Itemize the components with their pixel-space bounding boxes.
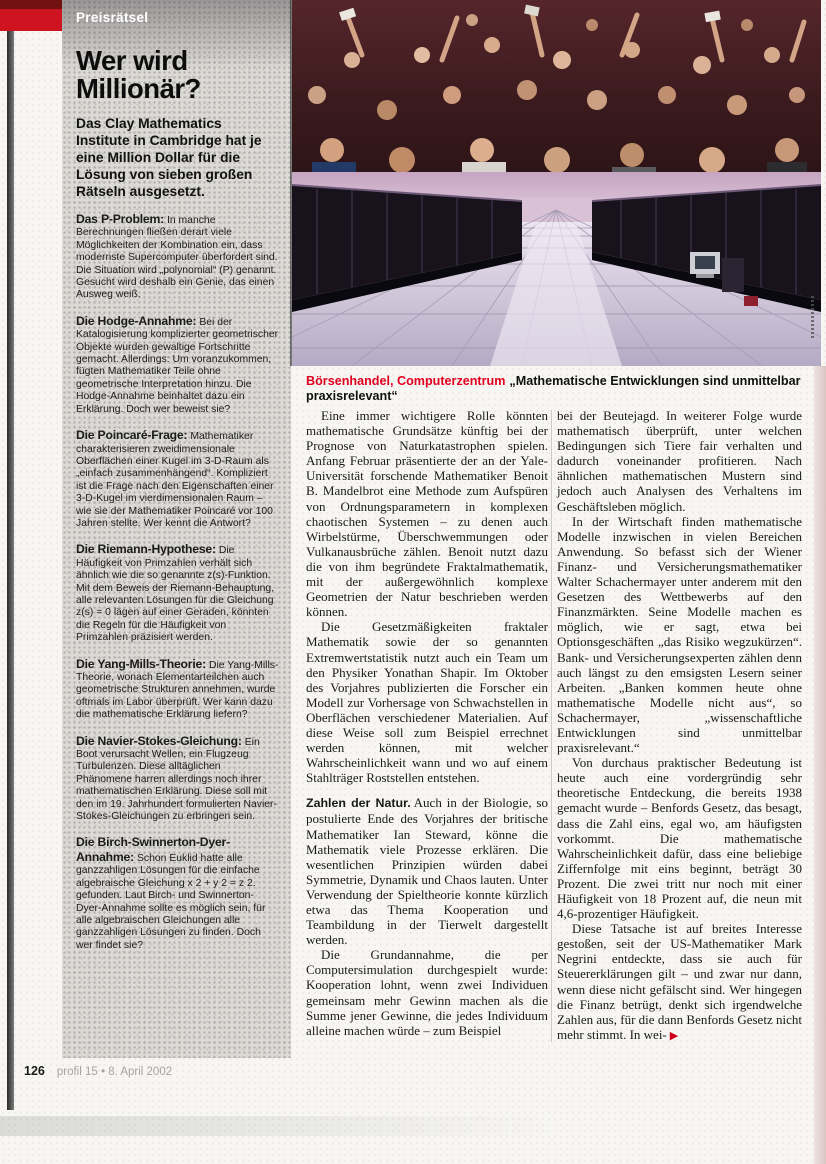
kicker-label: Preisrätsel — [76, 10, 149, 25]
paragraph: In der Wirtschaft finden mathematische Modelle inzwischen in vielen Bereichen Anwendung. So befasst sich der Wiener Finanz- und Versicherungsmathematiker Walter Schachermayer unter anderem mit den Gesetzen des Wettbewerbs auf den Finanzmärkten. Seine Modelle machen es möglich, wie er sagt, etwa bei Optionsgeschäften „das Risiko wegzukürzen“. Bank- und Versicherungsexperten zählen denn auch längst zu den emsigsten Lesern seiner Arbeiten. „Banken kommen heute ohne mathematische Modelle nicht aus“, so Schachermayer, „wissenschaftliche Entwicklungen sind unmittelbar praxisrelevant.“ — [557, 513, 802, 756]
photo-credit-strip — [811, 296, 814, 338]
book-edge — [814, 366, 826, 1164]
kicker-bar — [0, 0, 63, 31]
page-title: Wer wird Millionär? — [76, 45, 201, 104]
riddle-text: Die Häufigkeit von Primzahlen verhält sich ähnlich wie die so genannte z(s)-Funktion. Mit dem Beweis der Riemann-Behauptung, alle relevanten Lösungen für die Gleichung z(s) = 0 lägen auf einer Geraden, könnten die Regeln für die Häufigkeit von Primzahlen präzisiert werden. — [76, 545, 275, 644]
riddle-text: In manche Berechnungen fließen derart viele Möglichkeiten der Kombination ein, dass modernste Supercomputer überfordert sind. Die Situation wird „polynomial“ (P) genannt. Gesucht wird deshalb ein Genie, das einen Ausweg weiß. — [76, 215, 278, 301]
riddle-term: Die Hodge-Annahme: — [76, 313, 197, 328]
paragraph: Eine immer wichtigere Rolle könnten mathematische Grundsätze künftig bei der Prognose von Naturkatastrophen spielen. Anfang Februar präsentierte der an der Yale-Universität forschende Mathematiker Benoit B. Mandelbrot eine Methode zum Aufspüren von Ordnungsparametern in komplexen chaotischen Systemen – zu denen auch Wirbelstürme, Überschwemmungen oder Vulkanausbrüche zählen. Benoit nutzt dazu die von ihm begründete Fraktalmathematik, mit der außergewöhnlich komplexe Geometrien der Natur beschrieben werden können. — [306, 408, 548, 620]
riddle-term: Die Navier-Stokes-Gleichung: — [76, 733, 242, 748]
issue-line: profil 15 • 8. April 2002 — [56, 1066, 173, 1078]
riddle-text: Ein Boot verursacht Wellen, ein Flugzeug Turbulenzen. Diese alltäglichen Phänomene harren allerdings noch ihrer mathematischen Erklärung. Diese soll mit den im 19. Jahrhundert formulierten Navier-Stokes-Gleichungen zu erbringen sein. — [76, 736, 277, 823]
caption-subjects: Börsenhandel, Computerzentrum — [306, 374, 506, 388]
paragraph-last — [557, 921, 802, 1044]
section-lead: Zahlen der Natur. — [306, 796, 411, 811]
page-number: 126 — [24, 1064, 45, 1078]
riddle-term: Das P-Problem: — [76, 212, 164, 226]
computer-room-scene — [292, 172, 821, 366]
paragraph: bei der Beutejagd. In weiterer Folge wurde mathematisch überprüft, unter welchen Bedingungen sich Tiere fair verhalten und dadurch voneinander profitieren. Nach ähnlichen mathematischen Mustern sind jedoch auch Analysen des Verhaltens im Geschäftsleben möglich. — [557, 408, 802, 514]
riddle-text: Bei der Katalogisierung komplizierter geometrischer Objekte wurden gewaltige Fortschritte gemacht. Allerdings: Um voranzukommen, fügten Mathematiker Teile ohne geometrische Interpretation hinzu. Die Hodge-Annahme beinhaltet dazu ein Erklärung. Doch wer beweist sie? — [76, 316, 279, 415]
paragraph: Die Grundannahme, die per Computersimulation durchgespielt wurde: Kooperation lohnt, wenn zwei Individuen gemeinsam mehr Gewinn machen als die Summe jener Gewinne, die jedes Individuum alleine machen würde – zum Beispiel — [306, 947, 548, 1038]
continued-marker: ▶ — [669, 1029, 679, 1042]
sidebar-intro: Das Clay Mathematics Institute in Cambridge hat je eine Million Dollar für die Lösung von sieben großen Rätseln ausgesetzt. — [76, 116, 262, 199]
paragraph-zahlen-der-natur — [306, 795, 548, 947]
riddle-item-birch-swinnerton-dyer — [76, 836, 279, 952]
page-footer — [24, 1064, 172, 1078]
riddle-term: Die Poincaré-Frage: — [76, 428, 188, 443]
riddle-item-riemann — [76, 543, 279, 644]
scan-gutter-strip — [7, 28, 14, 1110]
paragraph-text: Auch in der Biologie, so postulierte Ende des Vorjahres der britische Mathematiker Ian Steward, könne die Mathematik viele Prozesse erklären. Die wesentlichen Prinzipien würden dabei Symmetrie, Dynamik und Chaos lauten. Unter Verwendung der Spieltheorie konnte kürzlich etwa das Thema Kooperation und Teambildung in der Tierwelt dargestellt werden. — [306, 795, 548, 948]
riddle-term: Die Birch-Swinnerton-Dyer-Annahme: — [76, 835, 230, 864]
sidebar-box — [62, 0, 291, 1058]
article-column-1 — [306, 408, 548, 1038]
riddle-text: Die Yang-Mills-Theorie, wonach Elementarteilchen auch geometrische Strukturen annehmen, wurde oftmals im Labor überprüft. Wer kann dazu die mathematische Erklärung liefern? — [76, 659, 279, 721]
caption-quote: „Mathematische Entwicklungen sind unmittelbar praxisrelevant“ — [306, 374, 801, 403]
riddle-item-yang-mills — [76, 658, 279, 722]
photo-illustration — [292, 0, 821, 366]
column-rule — [551, 410, 552, 1042]
paragraph-text: Diese Tatsache ist auf breites Interesse gestoßen, seit der US-Mathematiker Mark Negrini entdeckte, dass sie auch für Steuererklärungen gilt – und zwar nur dann, wenn diese nicht gefälscht sind. Wer hingegen die Finanz betrügt, denkt sich irgendwelche Zahlen aus, für die dann Benfords Gesetz nicht mehr stimmt. In wei- — [557, 921, 802, 1042]
riddle-term: Die Riemann-Hypothese: — [76, 542, 216, 557]
riddle-item-poincare — [76, 429, 279, 530]
paragraph: Die Gesetzmäßigkeiten fraktaler Mathematik sowie der so genannten Extremwertstatistik nutzt auch ein Team um den Physiker Yonathan Shapir. Im Oktober des Vorjahres publizierten die Forscher ein Modell zur Vorhersage von Schwachstellen in Oberflächen verschiedener Materialien. Auf diese Weise soll zum Beispiel errechnet werden können, mit welcher Wahrscheinlichkeit wann und wo auf einem Stahlträger Roststellen entstehen. — [306, 619, 548, 786]
photo-montage — [292, 0, 821, 366]
riddle-term: Die Yang-Mills-Theorie: — [76, 656, 206, 671]
riddle-text: Schon Euklid hatte alle ganzzahligen Lösungen für die einfache algebraische Gleichung x 2 + y 2 = z 2. gefunden. Laut Birch- und Swinnerton-Dyer-Annahme sollte es möglich sein, für alle algebraischen Gleichungen alle ganzzahligen Lösungen zu finden. Doch wer findet sie? — [76, 852, 266, 951]
riddle-item-hodge — [76, 315, 279, 416]
riddle-item-navier-stokes — [76, 735, 279, 824]
scan-shadow — [0, 1116, 560, 1136]
riddle-item-p-problem — [76, 213, 279, 302]
riddle-text: Mathematiker charakterisieren zweidimensionale Oberflächen einer Kugel im 3-D-Raum als „einfach zusammenhängend“. Kompliziert ist die Frage nach den Eigenschaften einer 3-D-Kugel im vierdimensionalen Raum – wie sie der Mathematiker Poincaré vor 100 Jahren stellte. Wer kennt die Antwort? — [76, 431, 274, 529]
photo-caption — [306, 374, 814, 404]
paragraph: Von durchaus praktischer Bedeutung ist heute auch eine vordergründig sehr theoretische Entdeckung, die bereits 1938 gemacht wurde – Benfords Gesetz, das besagt, dass die Zahl eins, egal wo, am häufigsten vorkommt. Die mathematische Wahrscheinlichkeit dafür, dass eine beliebige Ziffernfolge mit eins beginnt, beträgt 30 Prozent. Die zwei tritt nur noch mit einer Häufigkeit von 18 Prozent auf, die neun mit 4,6-prozentiger Häufigkeit. — [557, 755, 802, 922]
crowd-scene — [292, 0, 821, 196]
article-column-2 — [557, 408, 802, 1044]
